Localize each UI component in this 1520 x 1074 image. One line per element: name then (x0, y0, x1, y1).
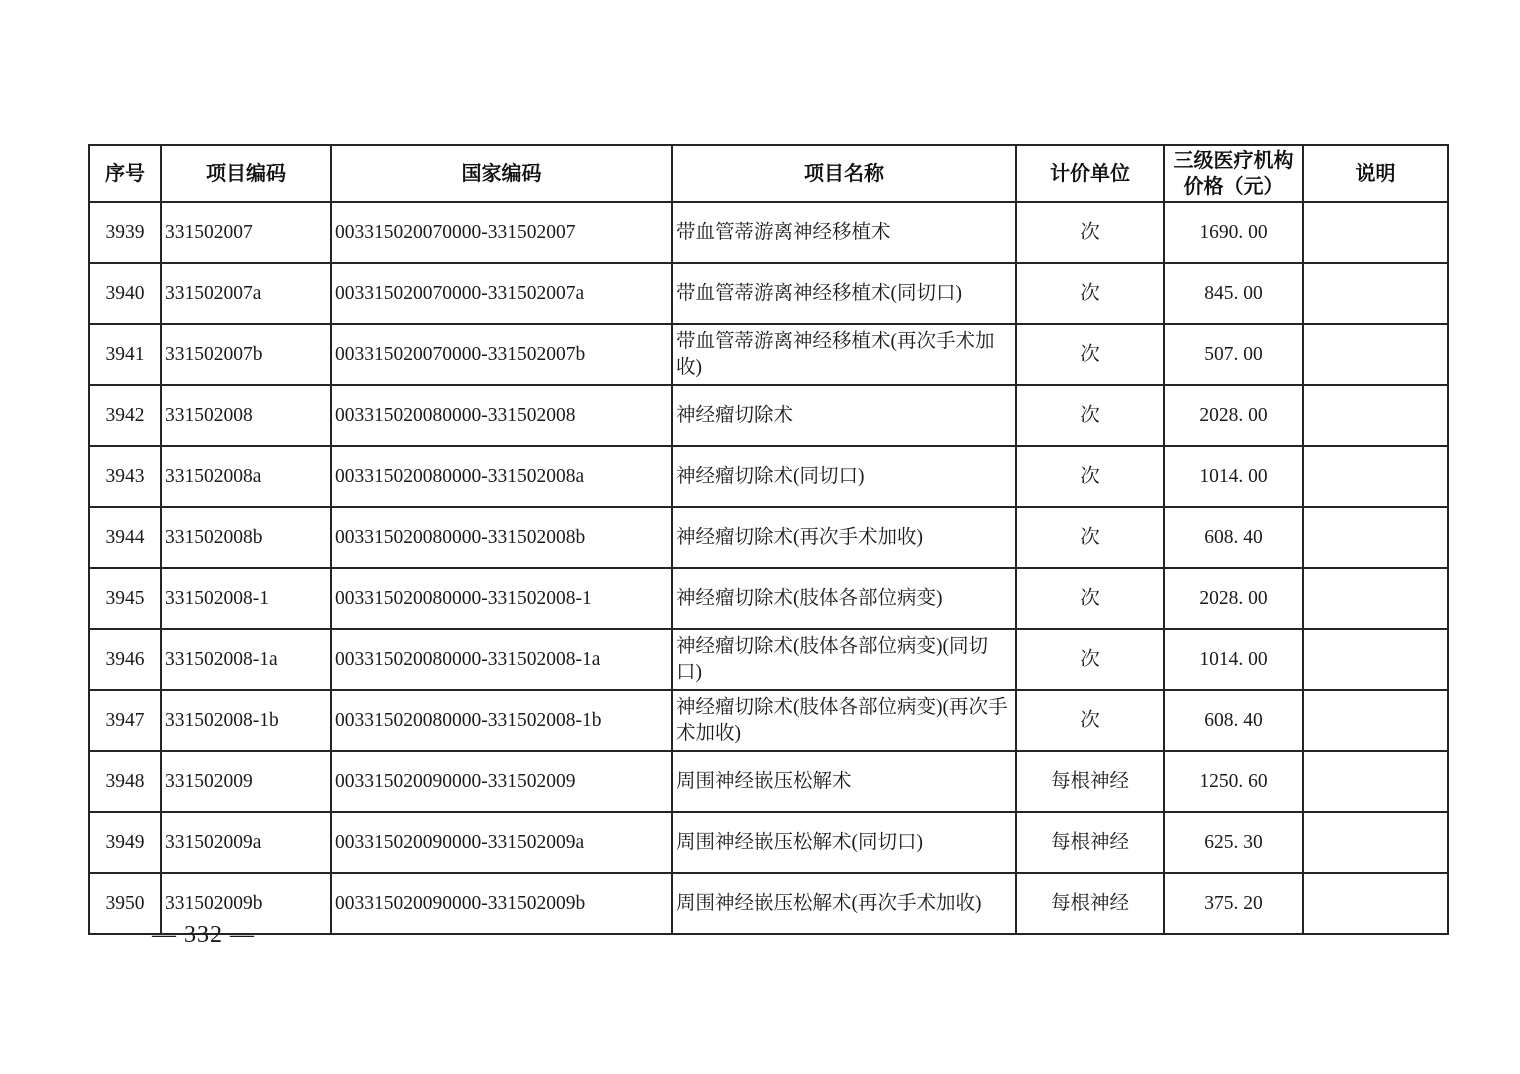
cell-price: 2028. 00 (1164, 385, 1303, 446)
cell-seq: 3944 (89, 507, 161, 568)
cell-name: 神经瘤切除术(再次手术加收) (672, 507, 1016, 568)
cell-national-code: 003315020080000-331502008-1a (331, 629, 672, 690)
cell-code: 331502009a (161, 812, 331, 873)
cell-note (1303, 629, 1448, 690)
col-header-note: 说明 (1303, 145, 1448, 202)
cell-unit: 次 (1016, 629, 1164, 690)
cell-seq: 3950 (89, 873, 161, 934)
cell-name: 神经瘤切除术(肢体各部位病变)(同切口) (672, 629, 1016, 690)
cell-name: 神经瘤切除术(同切口) (672, 446, 1016, 507)
cell-national-code: 003315020090000-331502009b (331, 873, 672, 934)
cell-note (1303, 751, 1448, 812)
cell-unit: 次 (1016, 690, 1164, 751)
cell-seq: 3945 (89, 568, 161, 629)
cell-national-code: 003315020070000-331502007 (331, 202, 672, 263)
table-row (89, 385, 1448, 446)
cell-unit: 每根神经 (1016, 812, 1164, 873)
table-row (89, 568, 1448, 629)
cell-unit: 次 (1016, 507, 1164, 568)
cell-national-code: 003315020080000-331502008-1 (331, 568, 672, 629)
col-header-seq: 序号 (89, 145, 161, 202)
cell-name: 周围神经嵌压松解术(同切口) (672, 812, 1016, 873)
cell-seq: 3949 (89, 812, 161, 873)
col-header-price-line2: 价格（元） (1183, 175, 1284, 198)
cell-national-code: 003315020090000-331502009a (331, 812, 672, 873)
cell-national-code: 003315020080000-331502008b (331, 507, 672, 568)
cell-code: 331502008-1b (161, 690, 331, 751)
cell-national-code: 003315020080000-331502008 (331, 385, 672, 446)
table-row (89, 629, 1448, 690)
cell-code: 331502008-1 (161, 568, 331, 629)
cell-price: 608. 40 (1164, 690, 1303, 751)
cell-code: 331502009 (161, 751, 331, 812)
table-row (89, 446, 1448, 507)
page-number: — 332 — (152, 922, 255, 948)
col-header-price (1164, 145, 1303, 202)
cell-code: 331502008-1a (161, 629, 331, 690)
cell-price: 375. 20 (1164, 873, 1303, 934)
col-header-name: 项目名称 (672, 145, 1016, 202)
cell-price: 1690. 00 (1164, 202, 1303, 263)
cell-price: 1014. 00 (1164, 446, 1303, 507)
cell-national-code: 003315020070000-331502007a (331, 263, 672, 324)
col-header-price-line1: 三级医疗机构 (1173, 149, 1294, 172)
table-row (89, 690, 1448, 751)
cell-note (1303, 568, 1448, 629)
cell-national-code: 003315020090000-331502009 (331, 751, 672, 812)
table-row (89, 507, 1448, 568)
cell-price: 625. 30 (1164, 812, 1303, 873)
cell-unit: 次 (1016, 385, 1164, 446)
cell-name: 神经瘤切除术(肢体各部位病变)(再次手术加收) (672, 690, 1016, 751)
cell-unit: 次 (1016, 202, 1164, 263)
cell-code: 331502007 (161, 202, 331, 263)
cell-note (1303, 446, 1448, 507)
cell-name: 周围神经嵌压松解术 (672, 751, 1016, 812)
cell-seq: 3948 (89, 751, 161, 812)
col-header-unit: 计价单位 (1016, 145, 1164, 202)
cell-price: 2028. 00 (1164, 568, 1303, 629)
cell-unit: 每根神经 (1016, 873, 1164, 934)
cell-note (1303, 385, 1448, 446)
cell-note (1303, 202, 1448, 263)
cell-national-code: 003315020070000-331502007b (331, 324, 672, 385)
cell-name: 周围神经嵌压松解术(再次手术加收) (672, 873, 1016, 934)
cell-price: 1014. 00 (1164, 629, 1303, 690)
cell-unit: 次 (1016, 263, 1164, 324)
cell-seq: 3942 (89, 385, 161, 446)
table-row (89, 751, 1448, 812)
cell-seq: 3946 (89, 629, 161, 690)
cell-note (1303, 507, 1448, 568)
cell-note (1303, 873, 1448, 934)
cell-unit: 次 (1016, 324, 1164, 385)
cell-note (1303, 812, 1448, 873)
cell-unit: 次 (1016, 446, 1164, 507)
cell-name: 带血管蒂游离神经移植术 (672, 202, 1016, 263)
cell-price: 507. 00 (1164, 324, 1303, 385)
cell-code: 331502007b (161, 324, 331, 385)
table-row (89, 263, 1448, 324)
table-row (89, 324, 1448, 385)
cell-note (1303, 263, 1448, 324)
cell-code: 331502008a (161, 446, 331, 507)
cell-price: 845. 00 (1164, 263, 1303, 324)
cell-price: 608. 40 (1164, 507, 1303, 568)
cell-name: 带血管蒂游离神经移植术(同切口) (672, 263, 1016, 324)
col-header-national-code: 国家编码 (331, 145, 672, 202)
cell-seq: 3939 (89, 202, 161, 263)
cell-code: 331502008 (161, 385, 331, 446)
cell-national-code: 003315020080000-331502008-1b (331, 690, 672, 751)
cell-name: 神经瘤切除术(肢体各部位病变) (672, 568, 1016, 629)
price-table (88, 144, 1449, 935)
table-row (89, 873, 1448, 934)
table-row (89, 812, 1448, 873)
cell-code: 331502007a (161, 263, 331, 324)
col-header-code: 项目编码 (161, 145, 331, 202)
cell-seq: 3943 (89, 446, 161, 507)
cell-note (1303, 690, 1448, 751)
cell-seq: 3947 (89, 690, 161, 751)
cell-name: 带血管蒂游离神经移植术(再次手术加收) (672, 324, 1016, 385)
cell-national-code: 003315020080000-331502008a (331, 446, 672, 507)
table-header-row (89, 145, 1448, 202)
cell-seq: 3940 (89, 263, 161, 324)
cell-unit: 每根神经 (1016, 751, 1164, 812)
table-row (89, 202, 1448, 263)
cell-note (1303, 324, 1448, 385)
cell-code: 331502008b (161, 507, 331, 568)
cell-price: 1250. 60 (1164, 751, 1303, 812)
cell-unit: 次 (1016, 568, 1164, 629)
cell-seq: 3941 (89, 324, 161, 385)
cell-name: 神经瘤切除术 (672, 385, 1016, 446)
cell-code: 331502009b (161, 873, 331, 934)
